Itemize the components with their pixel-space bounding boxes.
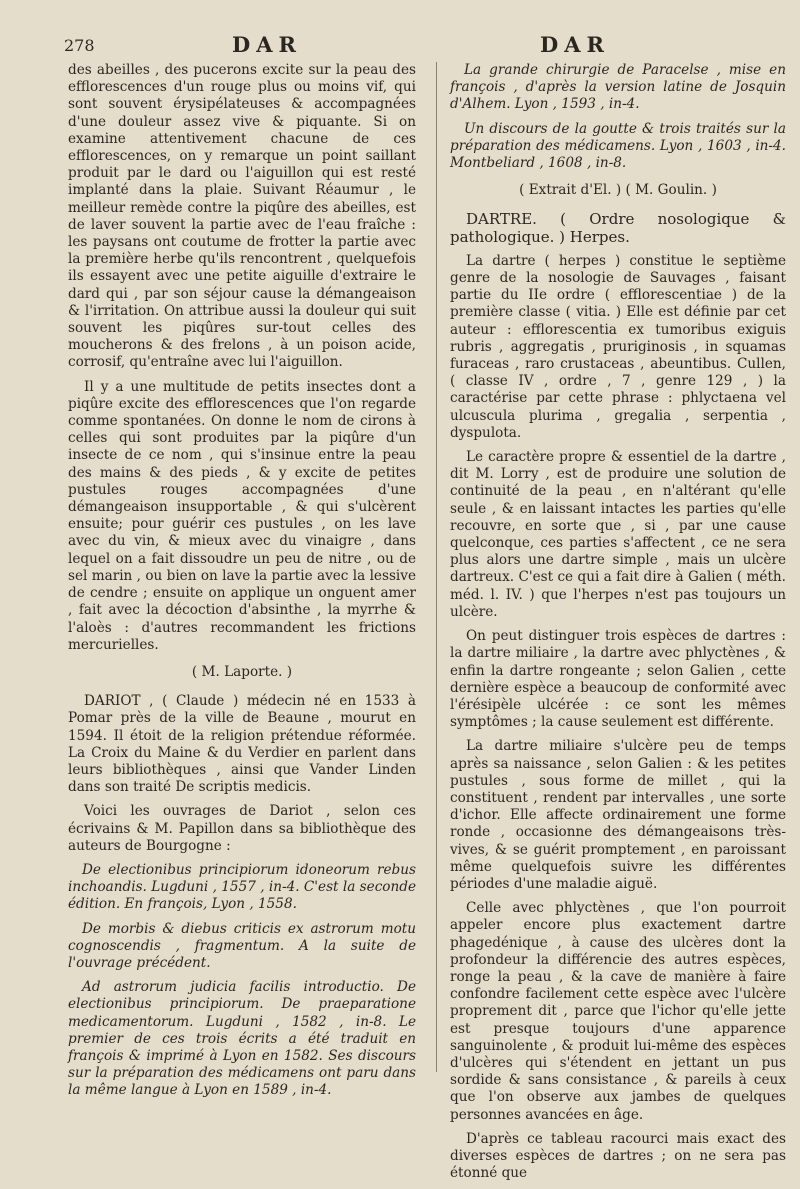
bibliography-item: La grande chirurgie de Paracelse , mise en françois , d'après la version latine de Josquin d'Alhem. Lyon , 1593 , in-4.: [450, 62, 786, 113]
bibliography-item: Un discours de la goutte & trois traités sur la préparation des médicamens. Lyon , 1603 , in-4. Montbeliard , 1608 , in-8.: [450, 120, 786, 172]
column-divider: [436, 62, 437, 1072]
page-number: 278: [64, 36, 95, 55]
entry-dartre-heading: DARTRE. ( Ordre nosologique & pathologique. ) Herpes.: [450, 210, 786, 246]
paragraph: On peut distinguer trois espèces de dartres : la dartre miliaire , la dartre avec phlyctènes , & enfin la dartre rongeante ; selon Galien , cette dernière espèce a beaucoup de conformité avec l'érésipèle ulcérée : ce sont les mêmes symptômes ; la cause seulement est différente.: [450, 628, 786, 731]
paragraph: des abeilles , des pucerons excite sur la peau des efflorescences d'un rouge plus ou moins vif, qui sont souvent érysipélateuses & accompagnées d'une douleur assez vive & piquante. Si on examine attentivement chacune de ces efflorescences, on y remarque un point saillant produit par le dard ou l'aiguillon qui est resté implanté dans la plaie. Suivant Réaumur , le meilleur remède contre la piqûre des abeilles, est de laver souvent la partie avec de l'eau fraîche : les paysans ont coutume de frotter la partie avec la première herbe qu'ils rencontrent , quelquefois ils essayent avec une petite aiguille d'extraire le dard qui , par son séjour cause la démangeaison & l'irritation. On attribue aussi la douleur qui suit souvent les piqûres sur-tout celles des moucherons & des frelons , à un poison acide, corrosif, qu'entraîne avec lui l'aiguillon.: [68, 62, 416, 371]
bibliography-item: De morbis & diebus criticis ex astrorum motu cognoscendis , fragmentum. A la suite de l'ouvrage précédent.: [68, 920, 416, 971]
page-header: [62, 28, 782, 60]
paragraph: D'après ce tableau racourci mais exact des diverses espèces de dartres ; on ne sera pas étonné que: [450, 1130, 786, 1182]
paragraph: Il y a une multitude de petits insectes dont a piqûre excite des efflorescences que l'on regarde comme spontanées. On donne le nom de cirons à celles qui sont produites par la piqûre d'un insecte de ce nom , qui s'insinue entre la peau des mains & des pieds , & y excite de petites pustules rouges accompagnées d'une démangeaison insupportable , & qui s'ulcèrent ensuite; pour guérir ces pustules , on les lave avec du vin, & mieux avec du vinaigre , dans lequel on a fait dissoudre un peu de nitre , ou de sel marin , ou bien on lave la partie avec la lessive de cendre ; ensuite on applique un onguent amer , fait avec la décoction d'absinthe , la myrrhe & l'aloès : d'autres recommandent les frictions mercurielles.: [68, 378, 416, 653]
paragraph: Celle avec phlyctènes , que l'on pourroit appeler encore plus exactement dartre phagedénique , à cause des ulcères dont la profondeur la différencie des autres espèces, ronge la peau , & la cave de manière à faire confondre facilement cette espèce avec l'ulcère proprement dit , parce que l'ichor qu'elle jette est presque toujours d'une apparence sanguinolente , & produit lui-même des espèces d'ulcères qui s'étendent en jettant un pus sordide & sans consistance , & pareils à ceux que l'on observe aux jambes de quelques personnes avancées en âge.: [450, 900, 786, 1123]
entry-dariot: DARIOT , ( Claude ) médecin né en 1533 à Pomar près de la ville de Beaune , mourut en 1594. Il étoit de la religion prétendue réformée. La Croix du Maine & du Verdier en parlent dans leurs bibliothèques , ainsi que Vander Linden dans son traité De scriptis medicis.: [68, 693, 416, 796]
bibliography-item: De electionibus principiorum idoneorum rebus inchoandis. Lugduni , 1557 , in-4. C'est la seconde édition. En françois, Lyon , 1558.: [68, 861, 416, 913]
running-head-left: DAR: [232, 32, 302, 57]
author-signature: ( Extrait d'El. ) ( M. Goulin. ): [519, 182, 717, 199]
right-column: [450, 62, 786, 1189]
paragraph: La dartre ( herpes ) constitue le septième genre de la nosologie de Sauvages , faisant partie du IIe ordre ( efflorescentiae ) de la première classe ( vitia. ) Elle est définie par cet auteur : efflorescentia ex tumoribus exiguis rubris , aggregatis , pruriginosis , in squamas furaceas , raro crustaceas , abeuntibus. Cullen, ( classe IV , ordre , 7 , genre 129 , ) la caractérise par cette phrase : phlyctaena vel ulcuscula plurima , gregalia , serpentia , dyspulota.: [450, 252, 786, 441]
paragraph: Le caractère propre & essentiel de la dartre , dit M. Lorry , est de produire une solution de continuité de la peau , en n'altérant qu'elle seule , & en laissant intactes les parties qu'elle recouvre, en sorte que , si , par une cause quelconque, ces parties s'affectent , ce ne sera plus alors une dartre simple , mais un ulcère dartreux. C'est ce qui a fait dire à Galien ( méth. méd. l. IV. ) que l'herpes n'est pas toujours un ulcère.: [450, 449, 786, 620]
running-head-right: DAR: [540, 32, 610, 57]
paragraph: Voici les ouvrages de Dariot , selon ces écrivains & M. Papillon dans sa bibliothèque des auteurs de Bourgogne :: [68, 803, 416, 854]
author-signature: ( M. Laporte. ): [191, 663, 293, 680]
bibliography-item: Ad astrorum judicia facilis introductio. De electionibus principiorum. De praeparatione medicamentorum. Lugduni , 1582 , in-8. Le premier de ces trois écrits a été traduit en françois & imprimé à Lyon en 1582. Ses discours sur la préparation des médicamens ont paru dans la même langue à Lyon en 1589 , in-4.: [68, 979, 416, 1099]
paragraph: La dartre miliaire s'ulcère peu de temps après sa naissance , selon Galien : & les petites pustules , sous forme de millet , qui la constituent , rendent par intervalles , une sorte d'ichor. Elle affecte ordinairement une forme ronde , occasionne des démangeaisons très-vives, & se guérit promptement , en paroissant même quelquefois suivre les différentes périodes d'une maladie aiguë.: [450, 738, 786, 892]
left-column: [68, 62, 416, 1107]
